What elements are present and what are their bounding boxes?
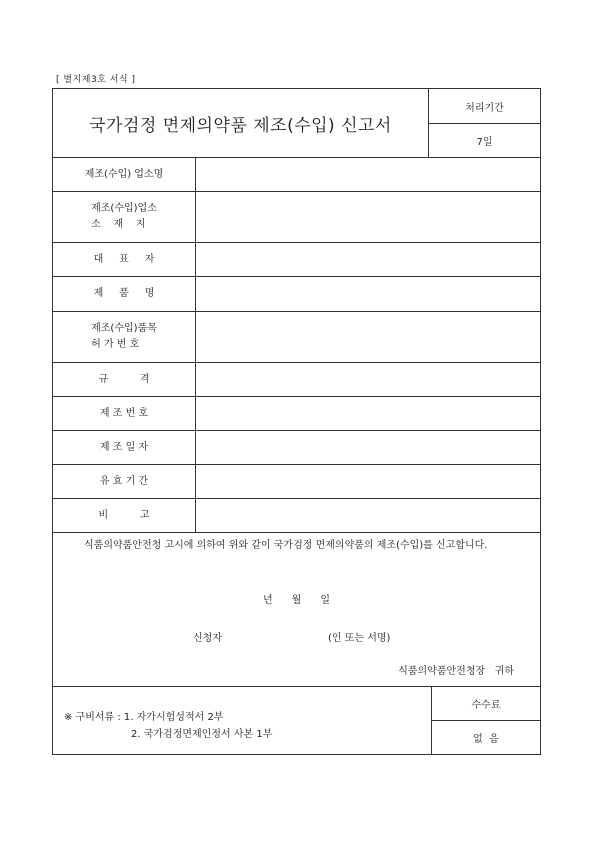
expiry-period-field[interactable] xyxy=(196,465,540,498)
required-document-1: ※ 구비서류 : 1. 자가시험성적서 2부 xyxy=(64,712,224,723)
field-label: 제 품 명 xyxy=(53,277,196,311)
manufacture-date-field[interactable] xyxy=(196,431,540,464)
processing-period-label: 처리기간 xyxy=(429,89,540,124)
row-lot-number xyxy=(53,397,540,431)
form-number-label: [ 별지제3호 서식 ] xyxy=(56,75,136,85)
field-label: 규 격 xyxy=(53,363,196,396)
field-label: 제 조 일 자 xyxy=(53,431,196,464)
remarks-field[interactable] xyxy=(196,499,540,532)
representative-field[interactable] xyxy=(196,243,540,276)
declaration-text: 식품의약품안전청 고시에 의하여 위와 같이 국가검정 면제의약품의 제조(수입)를 신고합니다. xyxy=(84,540,488,551)
fee-value: 없 음 xyxy=(473,734,499,745)
field-label: 유 효 기 간 xyxy=(53,465,196,498)
row-permit-number xyxy=(53,312,540,363)
row-specification xyxy=(53,363,540,397)
declaration-form xyxy=(52,88,541,755)
field-label: 비 고 xyxy=(53,499,196,532)
row-remarks xyxy=(53,499,540,533)
processing-period-value: 7일 xyxy=(476,137,493,148)
field-label: 제 조 번 호 xyxy=(53,397,196,430)
form-footer xyxy=(53,687,540,754)
field-label: 제조(수입) 업소명 xyxy=(53,158,196,191)
field-label: 제조(수입)업소 소 재 지 xyxy=(53,192,196,242)
fee-label: 수수료 xyxy=(432,687,540,721)
row-company-name xyxy=(53,158,540,192)
row-company-address xyxy=(53,192,540,243)
row-manufacture-date xyxy=(53,431,540,465)
lot-number-field[interactable] xyxy=(196,397,540,430)
applicant-label: 신청자 xyxy=(193,633,222,644)
product-name-field[interactable] xyxy=(196,277,540,311)
required-document-2: 2. 국가검정면제인정서 사본 1부 xyxy=(131,729,273,740)
declaration-section xyxy=(53,529,540,687)
required-documents xyxy=(53,687,432,754)
signature-label: (인 또는 서명) xyxy=(328,633,391,644)
form-title: 국가검정 면제의약품 제조(수입) 신고서 xyxy=(53,89,429,157)
row-product-name xyxy=(53,277,540,312)
field-label: 제조(수입)품목 허 가 번 호 xyxy=(53,312,196,362)
row-expiry-period xyxy=(53,465,540,499)
company-name-field[interactable] xyxy=(196,158,540,191)
declaration-date: 년 월 일 xyxy=(262,595,331,606)
field-rows xyxy=(53,158,540,533)
addressee-label: 식품의약품안전청장 귀하 xyxy=(398,666,514,677)
company-address-field[interactable] xyxy=(196,192,540,242)
specification-field[interactable] xyxy=(196,363,540,396)
row-representative xyxy=(53,243,540,277)
form-header xyxy=(53,89,540,158)
field-label: 대 표 자 xyxy=(53,243,196,276)
permit-number-field[interactable] xyxy=(196,312,540,362)
